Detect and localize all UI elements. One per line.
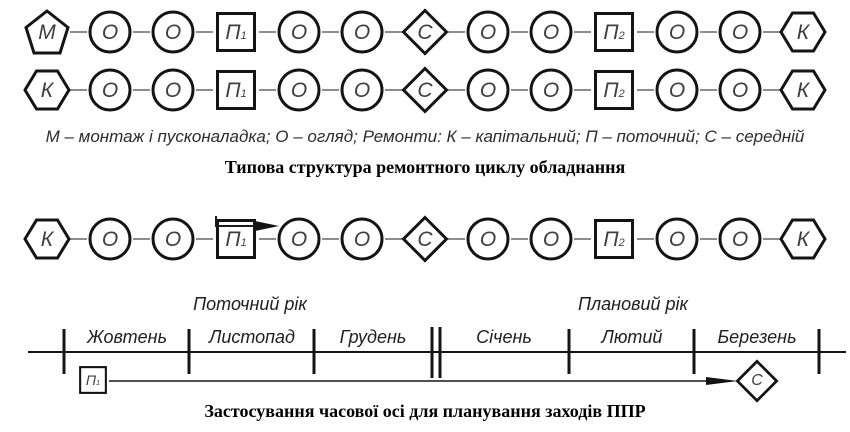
node-label: О	[479, 78, 497, 102]
axis-tick	[188, 329, 191, 374]
legend-text: М – монтаж і пусконаладка; О – огляд; Ремонти: К – капітальний; П – поточний; С – середній	[45, 127, 805, 146]
node-label: О	[731, 20, 749, 44]
axis-tick	[818, 329, 821, 374]
node-label: С	[417, 78, 433, 102]
node-label: О	[353, 20, 371, 44]
month-label: Березень	[717, 327, 797, 347]
node-label: О	[353, 227, 371, 251]
node-label: О	[353, 78, 371, 102]
diamond-node	[736, 360, 778, 402]
node-label: О	[164, 227, 182, 251]
node-label: П 2	[603, 78, 625, 102]
node-label: О	[731, 78, 749, 102]
timeline-caption: Застосування часової осі для планування заходів ППР	[204, 401, 646, 421]
timeline-end-marker	[736, 360, 778, 402]
node-label: О	[542, 227, 560, 251]
node-label: П 2	[603, 20, 625, 44]
year-break-tick	[439, 327, 442, 378]
time-axis-line	[28, 351, 846, 353]
node-label: П 1	[85, 372, 101, 388]
node-label: П 1	[225, 227, 247, 251]
node-label: О	[542, 20, 560, 44]
node-label: К	[796, 20, 810, 44]
node-label: О	[479, 20, 497, 44]
node-label: П 1	[225, 78, 247, 102]
node-label: О	[101, 227, 119, 251]
month-label: Лютий	[601, 327, 663, 347]
node-label: М	[38, 20, 56, 44]
cycle-caption: Типова структура ремонтного циклу обладнання	[224, 157, 626, 177]
year-label-planned: Плановий рік	[577, 294, 689, 314]
node-label: О	[668, 227, 686, 251]
node-label: О	[479, 227, 497, 251]
year-label-current: Поточний рік	[193, 294, 307, 314]
node-label: П 2	[603, 227, 625, 251]
node-label: К	[40, 227, 54, 251]
arrowhead-icon	[706, 375, 738, 387]
month-label: Січень	[476, 327, 532, 347]
axis-tick	[63, 329, 66, 374]
month-label: Грудень	[339, 327, 407, 347]
node-label: К	[40, 78, 54, 102]
axis-tick	[568, 329, 571, 374]
node-label: О	[731, 227, 749, 251]
node-label: О	[164, 20, 182, 44]
node-label: О	[164, 78, 182, 102]
node-label: О	[668, 20, 686, 44]
node-label: О	[101, 20, 119, 44]
node-label: П 1	[225, 20, 247, 44]
node-label: С	[417, 227, 433, 251]
node-label: К	[796, 227, 810, 251]
square-node	[77, 364, 109, 396]
node-label: С	[417, 20, 433, 44]
node-label: К	[796, 78, 810, 102]
node-label: О	[290, 227, 308, 251]
month-label: Жовтень	[86, 327, 168, 347]
planning-arrow-line	[109, 380, 709, 382]
node-label: О	[542, 78, 560, 102]
month-label: Листопад	[208, 327, 296, 347]
timeline-start-marker	[77, 364, 109, 396]
node-label: О	[101, 78, 119, 102]
node-label: О	[290, 20, 308, 44]
axis-tick	[313, 329, 316, 374]
node-label: О	[290, 78, 308, 102]
node-label: О	[668, 78, 686, 102]
axis-tick	[693, 329, 696, 374]
node-label: С	[751, 372, 763, 389]
year-break-tick	[431, 327, 434, 378]
